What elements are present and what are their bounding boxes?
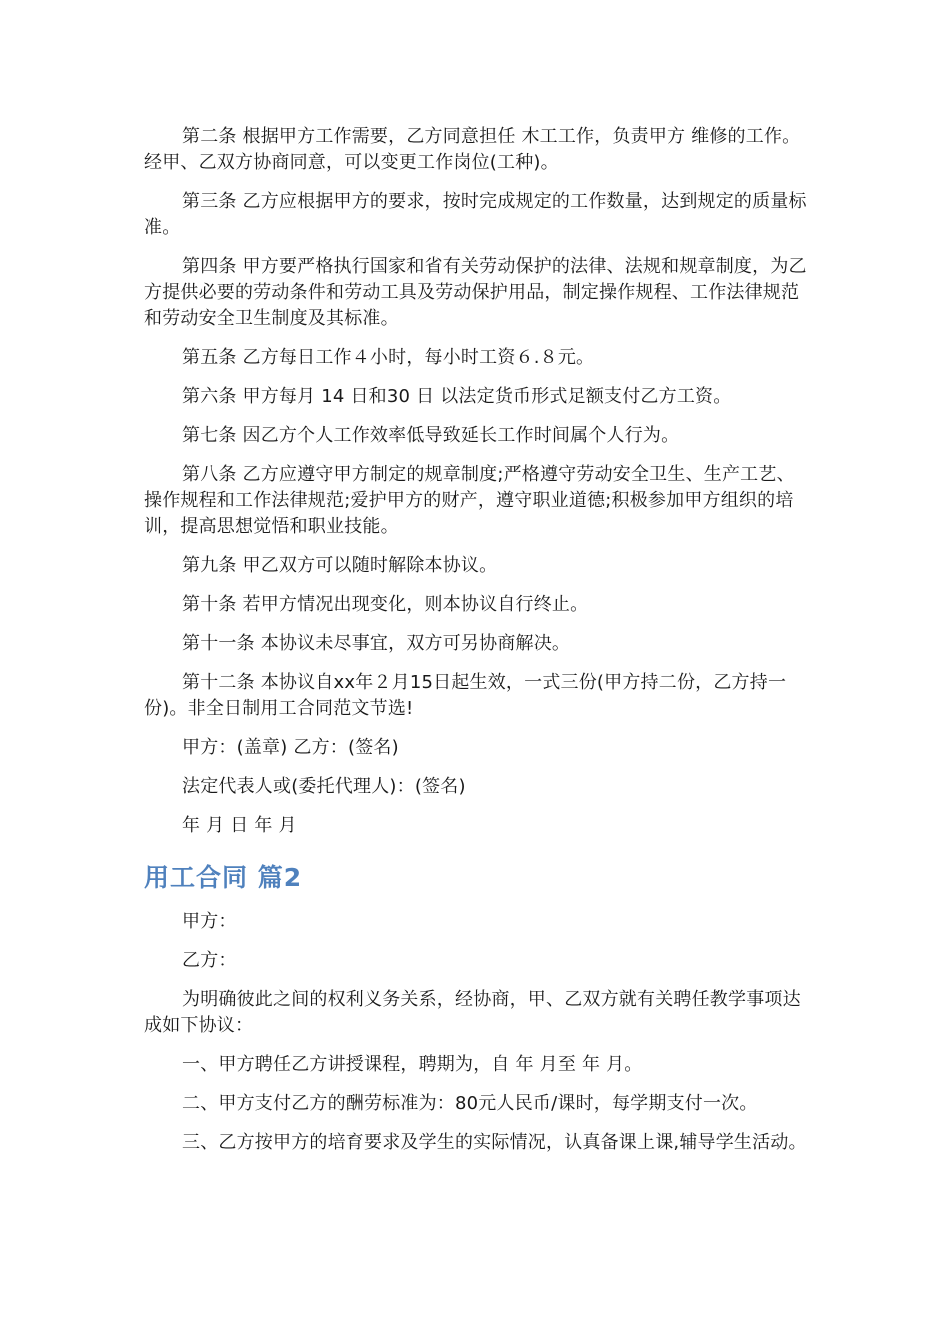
clause-6: 第六条 甲方每月 14 日和30 日 以法定货币形式足额支付乙方工资。: [182, 386, 732, 407]
clause-9: 第九条 甲乙双方可以随时解除本协议。: [182, 555, 498, 576]
document-page: [144, 124, 808, 1169]
clause-8: 第八条 乙方应遵守甲方制定的规章制度;严格遵守劳动安全卫生、生产工艺、操作规程和工作法律规范;爱护甲方的财产，遵守职业道德;积极参加甲方组织的培训，提高思想觉悟和职业技能。: [144, 464, 795, 537]
clause-12: 第十二条 本协议自xx年２月15日起生效，一式三份(甲方持二份，乙方持一份)。非全日制用工合同范文节选!: [144, 672, 787, 719]
signature-line: 甲方：(盖章) 乙方：(签名): [182, 737, 399, 758]
preamble: 为明确彼此之间的权利义务关系，经协商，甲、乙双方就有关聘任教学事项达成如下协议：: [144, 989, 801, 1036]
item-1: 一、甲方聘任乙方讲授课程，聘期为，自 年 月至 年 月。: [182, 1054, 643, 1075]
party-b-line: 乙方：: [182, 950, 237, 971]
party-a-line: 甲方：: [182, 911, 237, 932]
date-line: 年 月 日 年 月: [182, 815, 297, 836]
clause-5: 第五条 乙方每日工作４小时，每小时工资６.８元。: [182, 347, 595, 368]
clause-2: 第二条 根据甲方工作需要，乙方同意担任 木工工作，负责甲方 维修的工作。经甲、乙双方协商同意，可以变更工作岗位(工种)。: [144, 126, 801, 173]
representative-line: 法定代表人或(委托代理人)：(签名): [182, 776, 466, 797]
clause-11: 第十一条 本协议未尽事宜，双方可另协商解决。: [182, 633, 571, 654]
clause-10: 第十条 若甲方情况出现变化，则本协议自行终止。: [182, 594, 589, 615]
item-3: 三、乙方按甲方的培育要求及学生的实际情况，认真备课上课,辅导学生活动。: [182, 1132, 807, 1153]
item-2: 二、甲方支付乙方的酬劳标准为：80元人民币/课时，每学期支付一次。: [182, 1093, 758, 1114]
clause-4: 第四条 甲方要严格执行国家和省有关劳动保护的法律、法规和规章制度，为乙方提供必要的劳动条件和劳动工具及劳动保护用品，制定操作规程、工作法律规范和劳动安全卫生制度及其标准。: [144, 256, 807, 329]
clause-7: 第七条 因乙方个人工作效率低导致延长工作时间属个人行为。: [182, 425, 680, 446]
section-heading: 用工合同 篇2: [144, 863, 303, 892]
clause-3: 第三条 乙方应根据甲方的要求，按时完成规定的工作数量，达到规定的质量标准。: [144, 191, 807, 238]
